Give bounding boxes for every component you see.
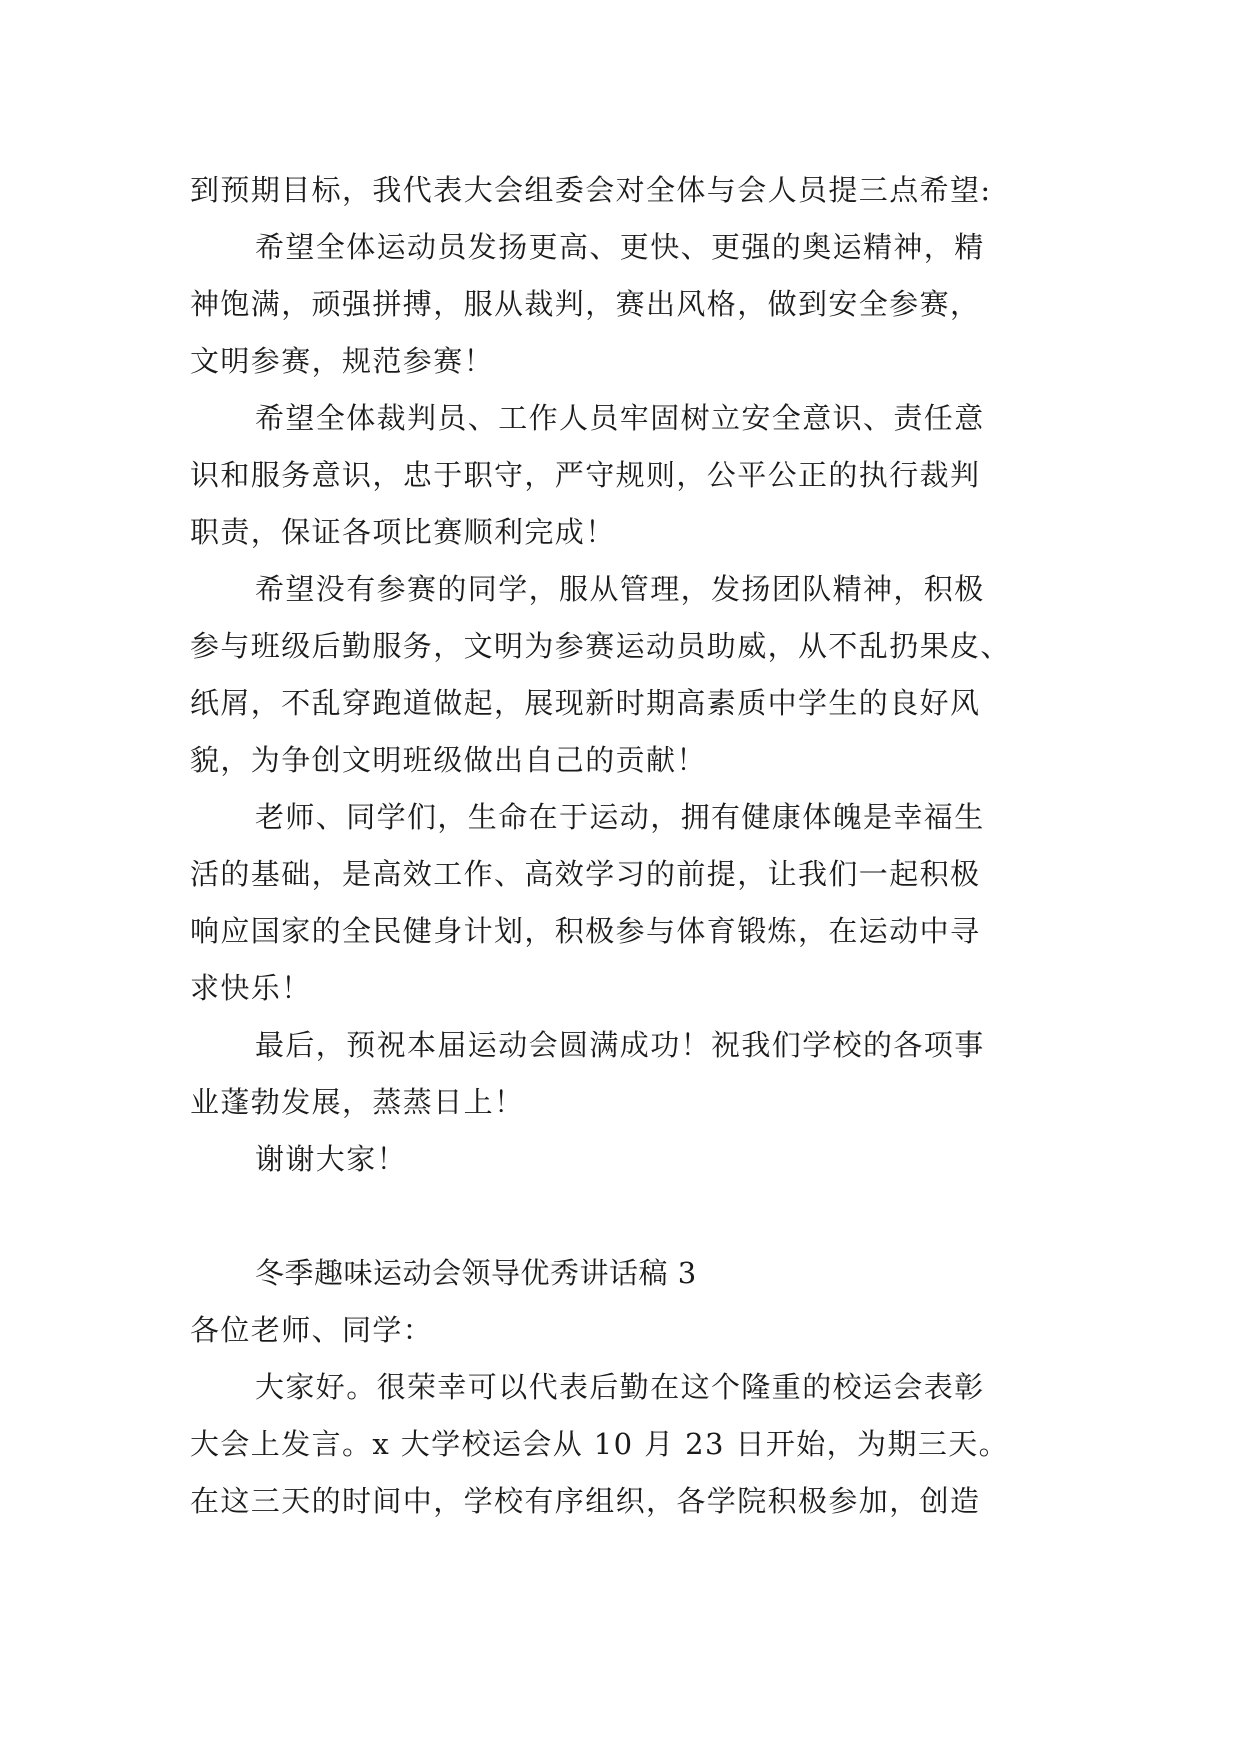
section-title: 冬季趣味运动会领导优秀讲话稿 3 — [255, 1256, 697, 1290]
paragraph-start: 最后，预祝本届运动会圆满成功！祝我们学校的各项事 — [255, 1028, 985, 1062]
text-line: 貌，为争创文明班级做出自己的贡献！ — [190, 743, 707, 777]
text-line: 职责，保证各项比赛顺利完成！ — [190, 515, 616, 549]
text-line: 活的基础，是高效工作、高效学习的前提，让我们一起积极 — [190, 857, 981, 891]
text-line: 响应国家的全民健身计划，积极参与体育锻炼，在运动中寻 — [190, 914, 981, 948]
paragraph-start: 希望全体裁判员、工作人员牢固树立安全意识、责任意 — [255, 401, 985, 435]
text-line: 参与班级后勤服务，文明为参赛运动员助威，从不乱扔果皮、 — [190, 629, 1011, 663]
text-line: 识和服务意识，忠于职守，严守规则，公平公正的执行裁判 — [190, 458, 981, 492]
text-line: 求快乐！ — [190, 971, 312, 1005]
text-line: 大会上发言。x 大学校运会从 10 月 23 日开始，为期三天。 — [190, 1427, 1010, 1461]
text-line: 到预期目标，我代表大会组委会对全体与会人员提三点希望: — [190, 173, 992, 207]
paragraph-start: 老师、同学们，生命在于运动，拥有健康体魄是幸福生 — [255, 800, 985, 834]
text-line: 在这三天的时间中，学校有序组织，各学院积极参加，创造 — [190, 1484, 981, 1518]
paragraph-start: 希望全体运动员发扬更高、更快、更强的奥运精神，精 — [255, 230, 985, 264]
text-line: 文明参赛，规范参赛！ — [190, 344, 495, 378]
paragraph-start: 大家好。很荣幸可以代表后勤在这个隆重的校运会表彰 — [255, 1370, 985, 1404]
paragraph-start: 谢谢大家！ — [255, 1142, 408, 1176]
text-line: 纸屑，不乱穿跑道做起，展现新时期高素质中学生的良好风 — [190, 686, 981, 720]
salutation: 各位老师、同学： — [190, 1313, 434, 1347]
text-line: 业蓬勃发展，蒸蒸日上！ — [190, 1085, 525, 1119]
text-line: 神饱满，顽强拼搏，服从裁判，赛出风格，做到安全参赛， — [190, 287, 981, 321]
paragraph-start: 希望没有参赛的同学，服从管理，发扬团队精神，积极 — [255, 572, 985, 606]
